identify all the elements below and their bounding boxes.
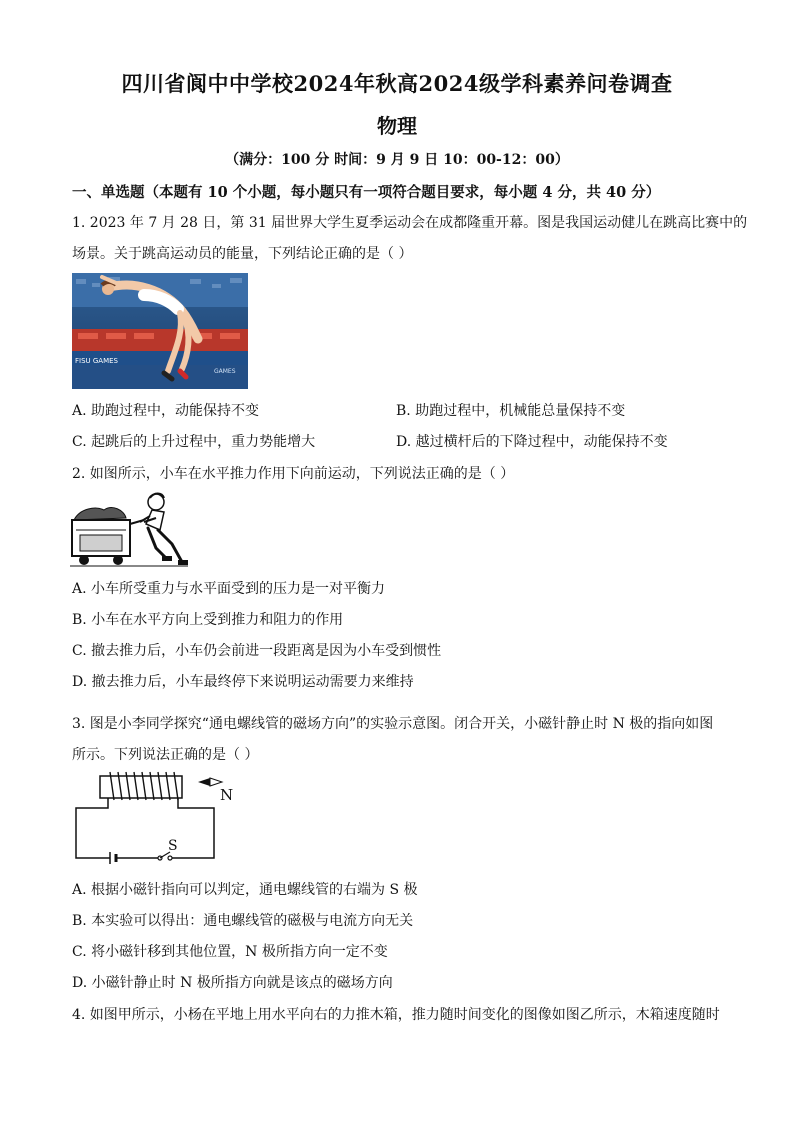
high-jump-photo	[72, 273, 248, 389]
exam-info: （满分：100 分 时间：9 月 9 日 10：00-12：00）	[225, 152, 569, 168]
q2-stem: 2. 如图所示，小车在水平推力作用下向前运动，下列说法正确的是（ ）	[72, 466, 515, 482]
q3-option-c[interactable]: C. 将小磁针移到其他位置，N 极所指方向一定不变	[72, 944, 388, 960]
exam-title: 四川省阆中中学校2024年秋高2024级学科素养问卷调查	[121, 71, 673, 96]
q3-stem-line2: 所示。下列说法正确的是（ ）	[72, 747, 259, 763]
q3-option-a[interactable]: A. 根据小磁针指向可以判定，通电螺线管的右端为 S 极	[72, 882, 418, 898]
q1-option-d[interactable]: D. 越过横杆后的下降过程中，动能保持不变	[396, 434, 668, 450]
q2-option-b[interactable]: B. 小车在水平方向上受到推力和阻力的作用	[72, 612, 344, 628]
solenoid-circuit-figure	[70, 768, 240, 866]
needle-n-label: N	[220, 786, 234, 804]
subject-title: 物理	[377, 114, 417, 138]
q3-stem-line1: 3. 图是小李同学探究“通电螺线管的磁场方向”的实验示意图。闭合开关，小磁针静止时 N 极的指向如图	[72, 716, 714, 732]
photo-text-games: GAMES	[214, 368, 236, 375]
section-heading: 一、单选题（本题有 10 个小题，每小题只有一项符合题目要求，每小题 4 分，共 40 分）	[72, 184, 661, 201]
q1-stem-line2: 场景。关于跳高运动员的能量，下列结论正确的是（ ）	[72, 246, 413, 262]
q1-option-a[interactable]: A. 助跑过程中，动能保持不变	[72, 403, 260, 419]
cart-push-figure	[70, 490, 190, 570]
q4-stem-line1: 4. 如图甲所示，小杨在平地上用水平向右的力推木箱，推力随时间变化的图像如图乙所示，木箱速度随时	[72, 1007, 720, 1023]
photo-text-fisu: FISU GAMES	[75, 357, 119, 365]
q1-option-b[interactable]: B. 助跑过程中，机械能总量保持不变	[396, 403, 626, 419]
q1-stem-line1: 1. 2023 年 7 月 28 日，第 31 届世界大学生夏季运动会在成都隆重开幕。图是我国运动健儿在跳高比赛中的	[72, 215, 748, 231]
switch-label: S	[168, 838, 178, 854]
q2-option-a[interactable]: A. 小车所受重力与水平面受到的压力是一对平衡力	[72, 581, 386, 597]
q3-option-d[interactable]: D. 小磁针静止时 N 极所指方向就是该点的磁场方向	[72, 975, 393, 991]
q1-option-c[interactable]: C. 起跳后的上升过程中，重力势能增大	[72, 434, 316, 450]
q3-option-b[interactable]: B. 本实验可以得出：通电螺线管的磁极与电流方向无关	[72, 913, 414, 929]
q2-option-c[interactable]: C. 撤去推力后，小车仍会前进一段距离是因为小车受到惯性	[72, 643, 442, 659]
q2-option-d[interactable]: D. 撤去推力后，小车最终停下来说明运动需要力来维持	[72, 674, 414, 690]
